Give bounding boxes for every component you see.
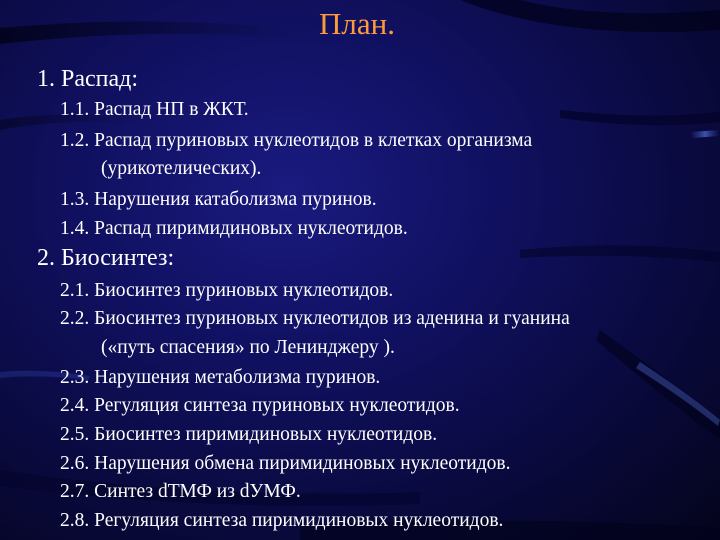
section-heading-breakdown: 1. Распад: bbox=[37, 66, 139, 92]
list-item: 2.7. Синтез dТМФ из dУМФ. bbox=[60, 481, 301, 502]
list-item: 2.5. Биосинтез пиримидиновых нуклеотидов. bbox=[60, 424, 438, 445]
list-item: 2.3. Нарушения метаболизма пуринов. bbox=[60, 367, 381, 388]
list-item: 1.2. Распад пуриновых нуклеотидов в клетках организма bbox=[60, 130, 533, 151]
slide-title bbox=[0, 6, 720, 42]
list-item: 1.3. Нарушения катаболизма пуринов. bbox=[60, 189, 377, 210]
section-heading-biosynthesis: 2. Биосинтез: bbox=[37, 245, 175, 271]
list-item: 2.1. Биосинтез пуриновых нуклеотидов. bbox=[60, 280, 394, 301]
list-item: 1.1. Распад НП в ЖКТ. bbox=[60, 99, 249, 120]
list-item: 2.4. Регуляция синтеза пуриновых нуклеотидов. bbox=[60, 395, 460, 416]
slide-title-text: План. bbox=[319, 6, 395, 41]
list-item-continuation: («путь спасения» по Ленинджеру ). bbox=[101, 337, 395, 358]
list-item: 2.2. Биосинтез пуриновых нуклеотидов из аденина и гуанина bbox=[60, 308, 570, 329]
list-item: 1.4. Распад пиримидиновых нуклеотидов. bbox=[60, 218, 408, 239]
list-item: 2.6. Нарушения обмена пиримидиновых нуклеотидов. bbox=[60, 453, 511, 474]
list-item: 2.8. Регуляция синтеза пиримидиновых нуклеотидов. bbox=[60, 510, 504, 531]
list-item-continuation: (урикотелических). bbox=[101, 158, 262, 179]
